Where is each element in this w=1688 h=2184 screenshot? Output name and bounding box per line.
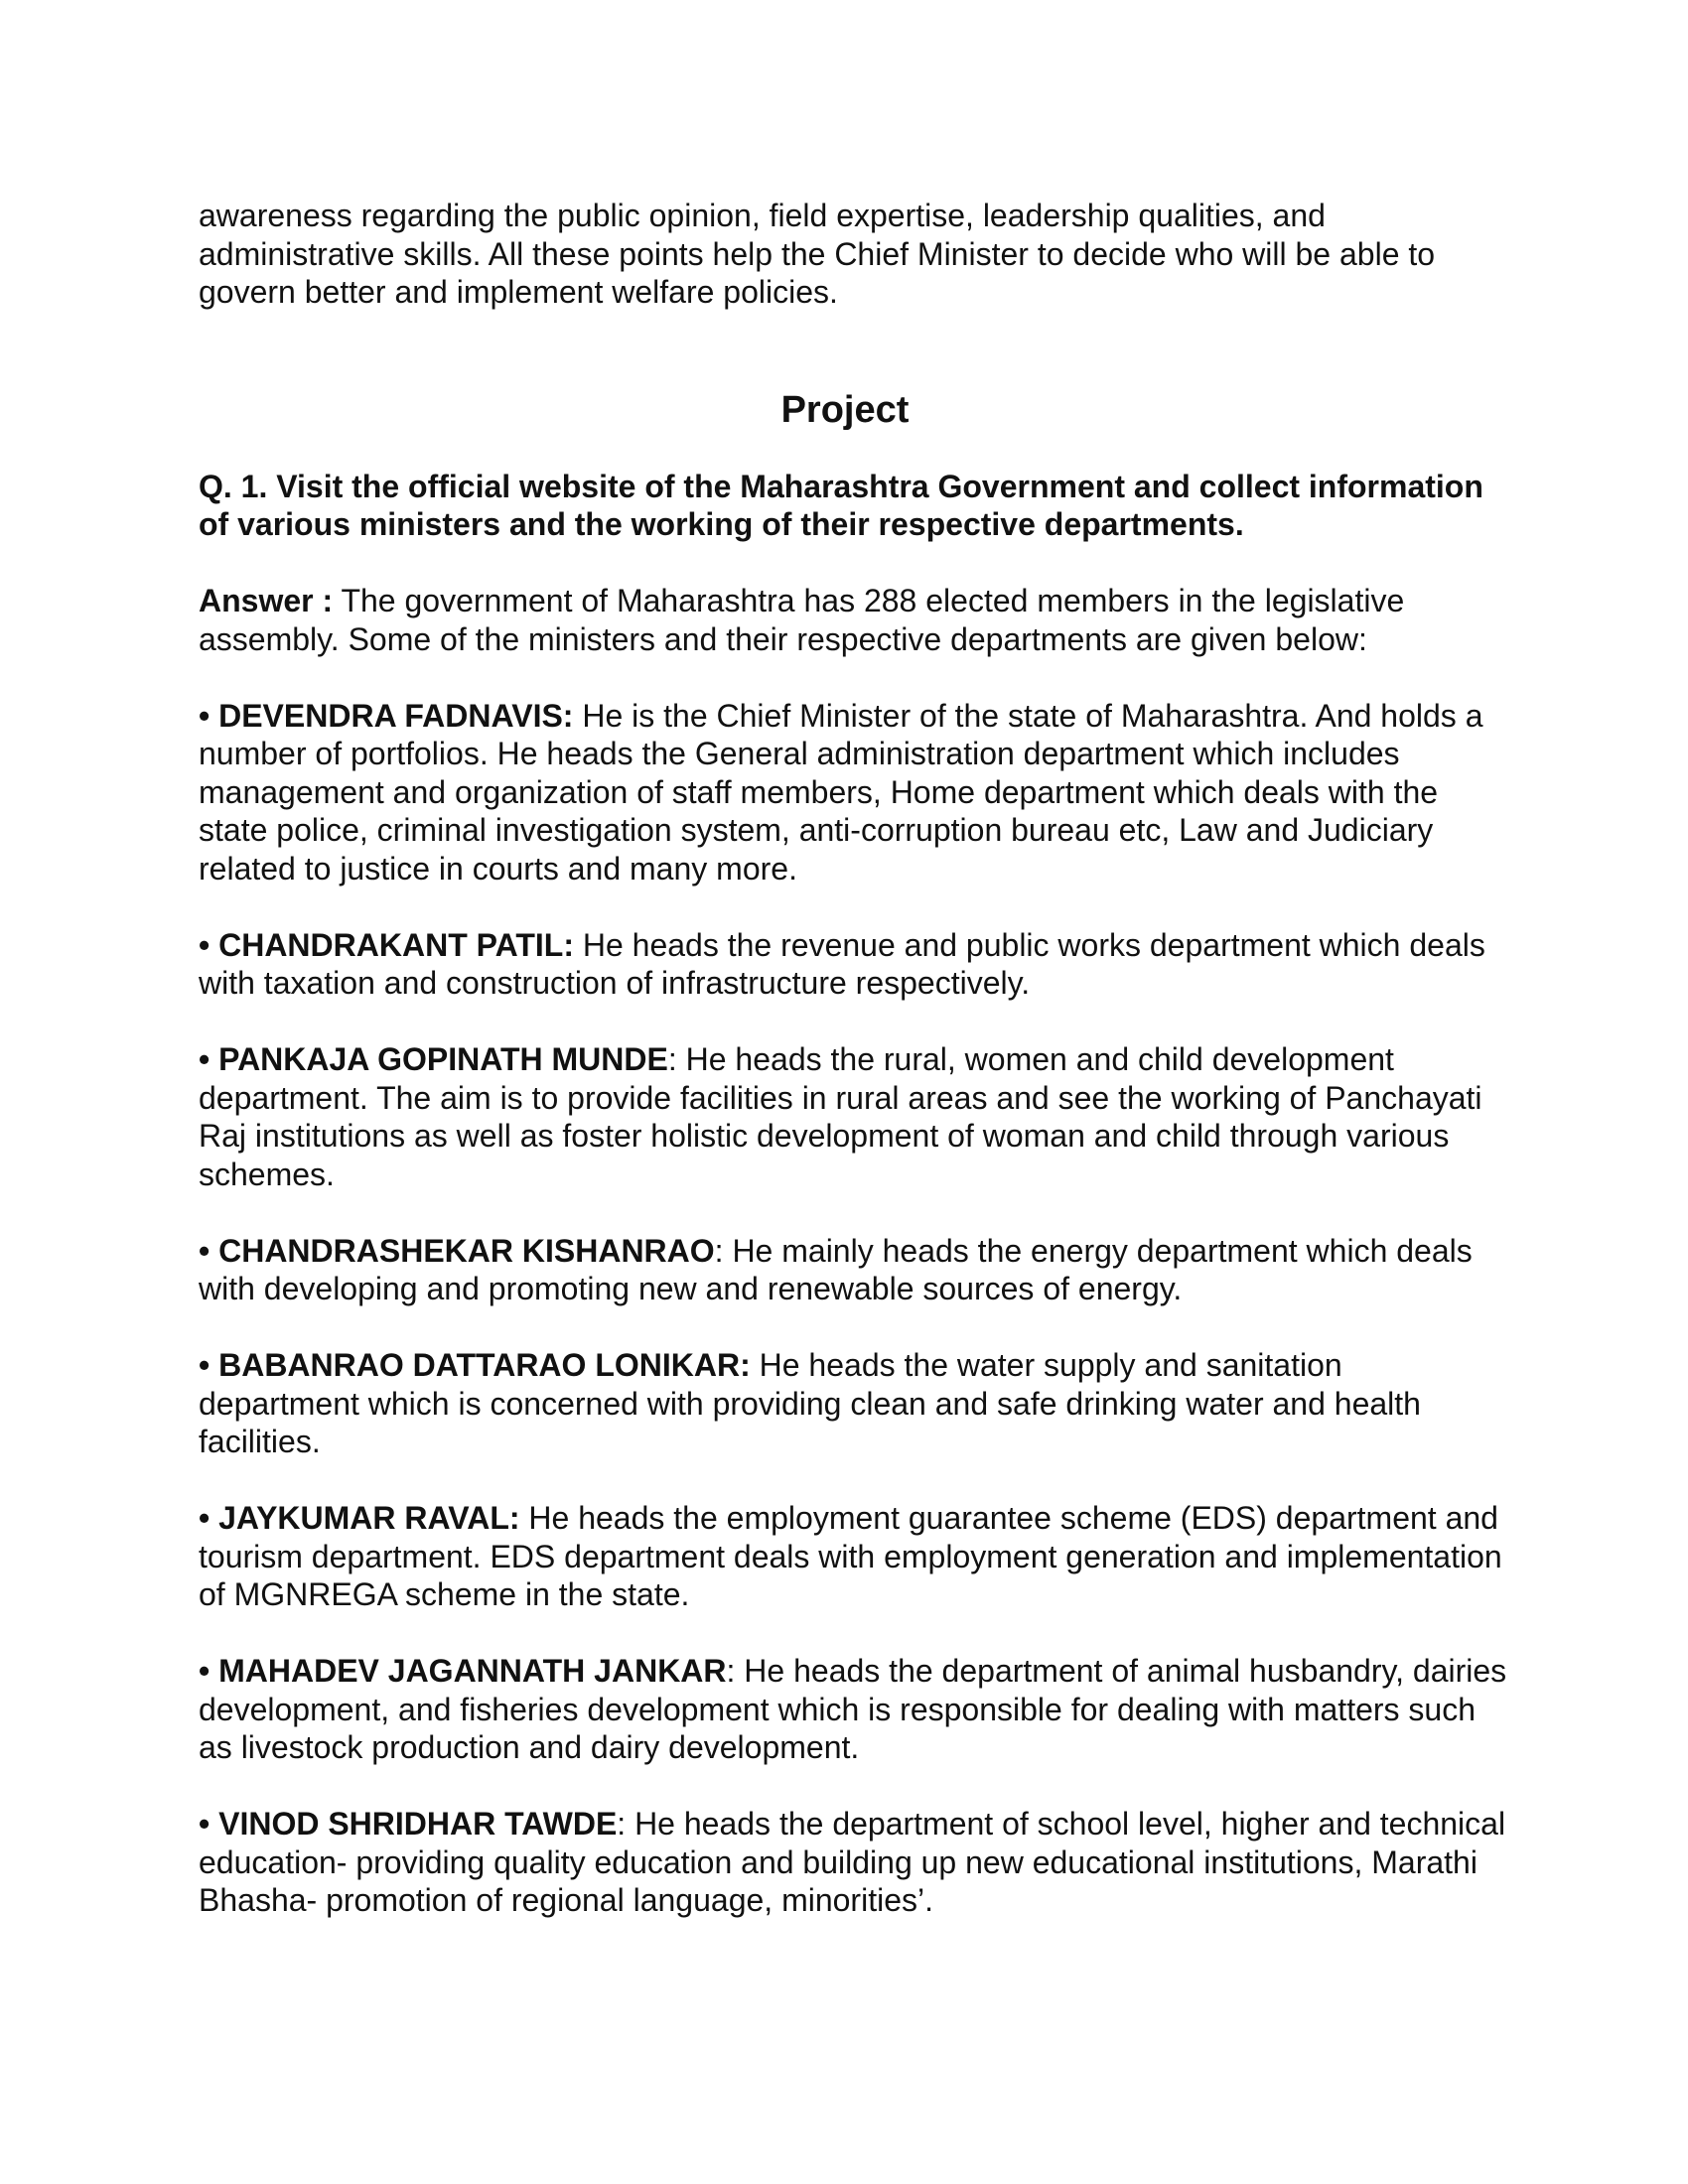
minister-item-kishanrao <box>199 1232 1509 1308</box>
minister-item-lonikar <box>199 1346 1509 1461</box>
minister-item-fadnavis <box>199 697 1509 888</box>
minister-name: BABANRAO DATTARAO LONIKAR: <box>218 1347 751 1383</box>
minister-description: He heads the revenue and public works department which deals with taxation and construction of infrastructure respectively. <box>199 926 1485 1001</box>
answer-text: The government of Maharashtra has 288 elected members in the legislative assembly. Some of the ministers and their respective departments are given below: <box>199 583 1405 657</box>
bullet: • <box>199 1653 219 1689</box>
minister-description: : He mainly heads the energy department which deals with developing and promoting new and renewable sources of energy. <box>199 1232 1473 1306</box>
minister-name: DEVENDRA FADNAVIS: <box>218 697 574 734</box>
minister-name: MAHADEV JAGANNATH JANKAR <box>218 1653 727 1689</box>
minister-name: PANKAJA GOPINATH MUNDE <box>218 1041 668 1077</box>
minister-name: CHANDRAKANT PATIL: <box>218 926 574 963</box>
minister-description: : He heads the department of school level, higher and technical education- providing quality education and building up new educational institutions, Marathi Bhasha- promotion of regional language, minorities’. <box>199 1806 1506 1918</box>
bullet: • <box>199 1347 219 1383</box>
minister-item-jankar <box>199 1652 1509 1767</box>
minister-description: : He heads the rural, women and child development department. The aim is to provide facilities in rural areas and see the working of Panchayati Raj institutions as well as foster holistic development of woman and child through various schemes. <box>199 1041 1482 1192</box>
bullet: • <box>199 697 219 734</box>
minister-item-tawde <box>199 1805 1509 1920</box>
minister-name: VINOD SHRIDHAR TAWDE <box>218 1806 618 1842</box>
answer-paragraph <box>199 582 1509 658</box>
bullet: • <box>199 926 219 963</box>
minister-item-munde <box>199 1040 1509 1193</box>
minister-description: He is the Chief Minister of the state of Maharashtra. And holds a number of portfolios. He heads the General administration department which includes management and organization of staff members, Home department which deals with the state police, criminal investigation system, anti-corruption bureau etc, Law and Judiciary related to justice in courts and many more. <box>199 697 1483 887</box>
answer-label: Answer : <box>199 583 334 618</box>
question-text: Q. 1. Visit the official website of the Maharashtra Government and collect information of various ministers and the working of their respective departments. <box>199 468 1483 542</box>
section-heading: Project <box>780 388 910 431</box>
minister-description: : He heads the department of animal husbandry, dairies development, and fisheries development which is responsible for dealing with matters such as livestock production and dairy development. <box>199 1653 1507 1765</box>
bullet: • <box>199 1806 219 1842</box>
intro-paragraph: awareness regarding the public opinion, field expertise, leadership qualities, and administrative skills. All these points help the Chief Minister to decide who will be able to govern better and implement welfare policies. <box>199 198 1436 310</box>
bullet: • <box>199 1232 219 1269</box>
minister-description: He heads the employment guarantee scheme (EDS) department and tourism department. EDS department deals with employment generation and implementation of MGNREGA scheme in the state. <box>199 1500 1502 1612</box>
page-content <box>199 197 1509 1958</box>
minister-name: CHANDRASHEKAR KISHANRAO <box>218 1232 715 1269</box>
minister-item-patil <box>199 926 1509 1003</box>
minister-item-raval <box>199 1499 1509 1614</box>
bullet: • <box>199 1041 219 1077</box>
bullet: • <box>199 1500 219 1536</box>
minister-description: He heads the water supply and sanitation department which is concerned with providing clean and safe drinking water and health facilities. <box>199 1347 1421 1459</box>
minister-name: JAYKUMAR RAVAL: <box>218 1500 520 1536</box>
